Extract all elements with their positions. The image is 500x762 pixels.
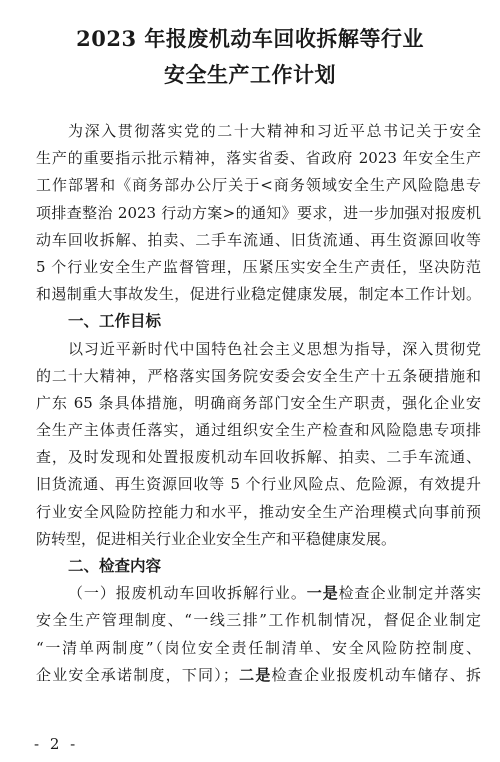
- document-title-line-2: 安全生产工作计划: [164, 62, 336, 87]
- section-heading-inspection: 二、检查内容: [68, 557, 162, 575]
- section1-line: 查，及时发现和处置报废机动车回收拆解、拍卖、二手车流通、: [36, 448, 481, 467]
- section1-line: 全生产主体责任落实，通过组织安全生产检查和风险隐患专项排: [36, 421, 481, 440]
- intro-line: 工作部署和《商务部办公厅关于<商务领域安全生产风险隐患专: [36, 176, 481, 195]
- intro-line: 生产的重要指示批示精神，落实省委、省政府 2023 年安全生产: [36, 149, 481, 168]
- section1-line: 防转型，促进相关行业企业安全生产和平稳健康发展。: [36, 529, 397, 548]
- section1-line: 广东 65 条具体措施，明确商务部门安全生产职责，强化企业安: [36, 393, 481, 412]
- document-title-line-1: 2023 年报废机动车回收拆解等行业: [76, 26, 424, 51]
- intro-line: 项排查整治 2023 行动方案>的通知》要求，进一步加强对报废机: [36, 203, 481, 222]
- section1-line: 旧货流通、再生资源回收等 5 个行业风险点、危险源，有效提升: [36, 475, 481, 494]
- section2-line: [36, 662, 481, 689]
- intro-line: 和遏制重大事故发生，促进行业稳定健康发展，制定本工作计划。: [36, 285, 481, 304]
- section2-text: 检查企业报废机动车储存、拆: [271, 665, 481, 684]
- section2-line: “一清单两制度”（岗位安全责任制清单、安全风险防控制度、: [36, 638, 481, 657]
- section1-line: 行业安全风险防控能力和水平，推动安全生产治理模式向事前预: [36, 502, 481, 521]
- ordinal-marker: 二是: [237, 665, 272, 684]
- section2-text: 检查企业制定并落实: [338, 584, 481, 603]
- subsection-title: （一）报废机动车回收拆解行业。: [68, 584, 307, 603]
- section2-line: [36, 580, 481, 607]
- section2-text: 企业安全承诺制度，下同）；: [36, 665, 238, 684]
- section1-line: 的二十大精神，严格落实国务院安委会安全生产十五条硬措施和: [36, 366, 481, 385]
- intro-line: 5 个行业安全生产监督管理，压紧压实安全生产责任，坚决防范: [36, 257, 481, 276]
- section-heading-goals: 一、工作目标: [68, 312, 162, 331]
- page-number: - 2 -: [34, 735, 79, 753]
- intro-line: 为深入贯彻落实党的二十大精神和习近平总书记关于安全: [68, 122, 481, 140]
- document-body: [36, 118, 481, 689]
- section2-line: 安全生产管理制度、“一线三排”工作机制情况，督促企业制定: [36, 611, 481, 630]
- ordinal-marker: 一是: [306, 584, 339, 603]
- intro-line: 动车回收拆解、拍卖、二手车流通、旧货流通、再生资源回收等: [36, 230, 481, 249]
- section1-line: 以习近平新时代中国特色社会主义思想为指导，深入贯彻党: [68, 339, 481, 358]
